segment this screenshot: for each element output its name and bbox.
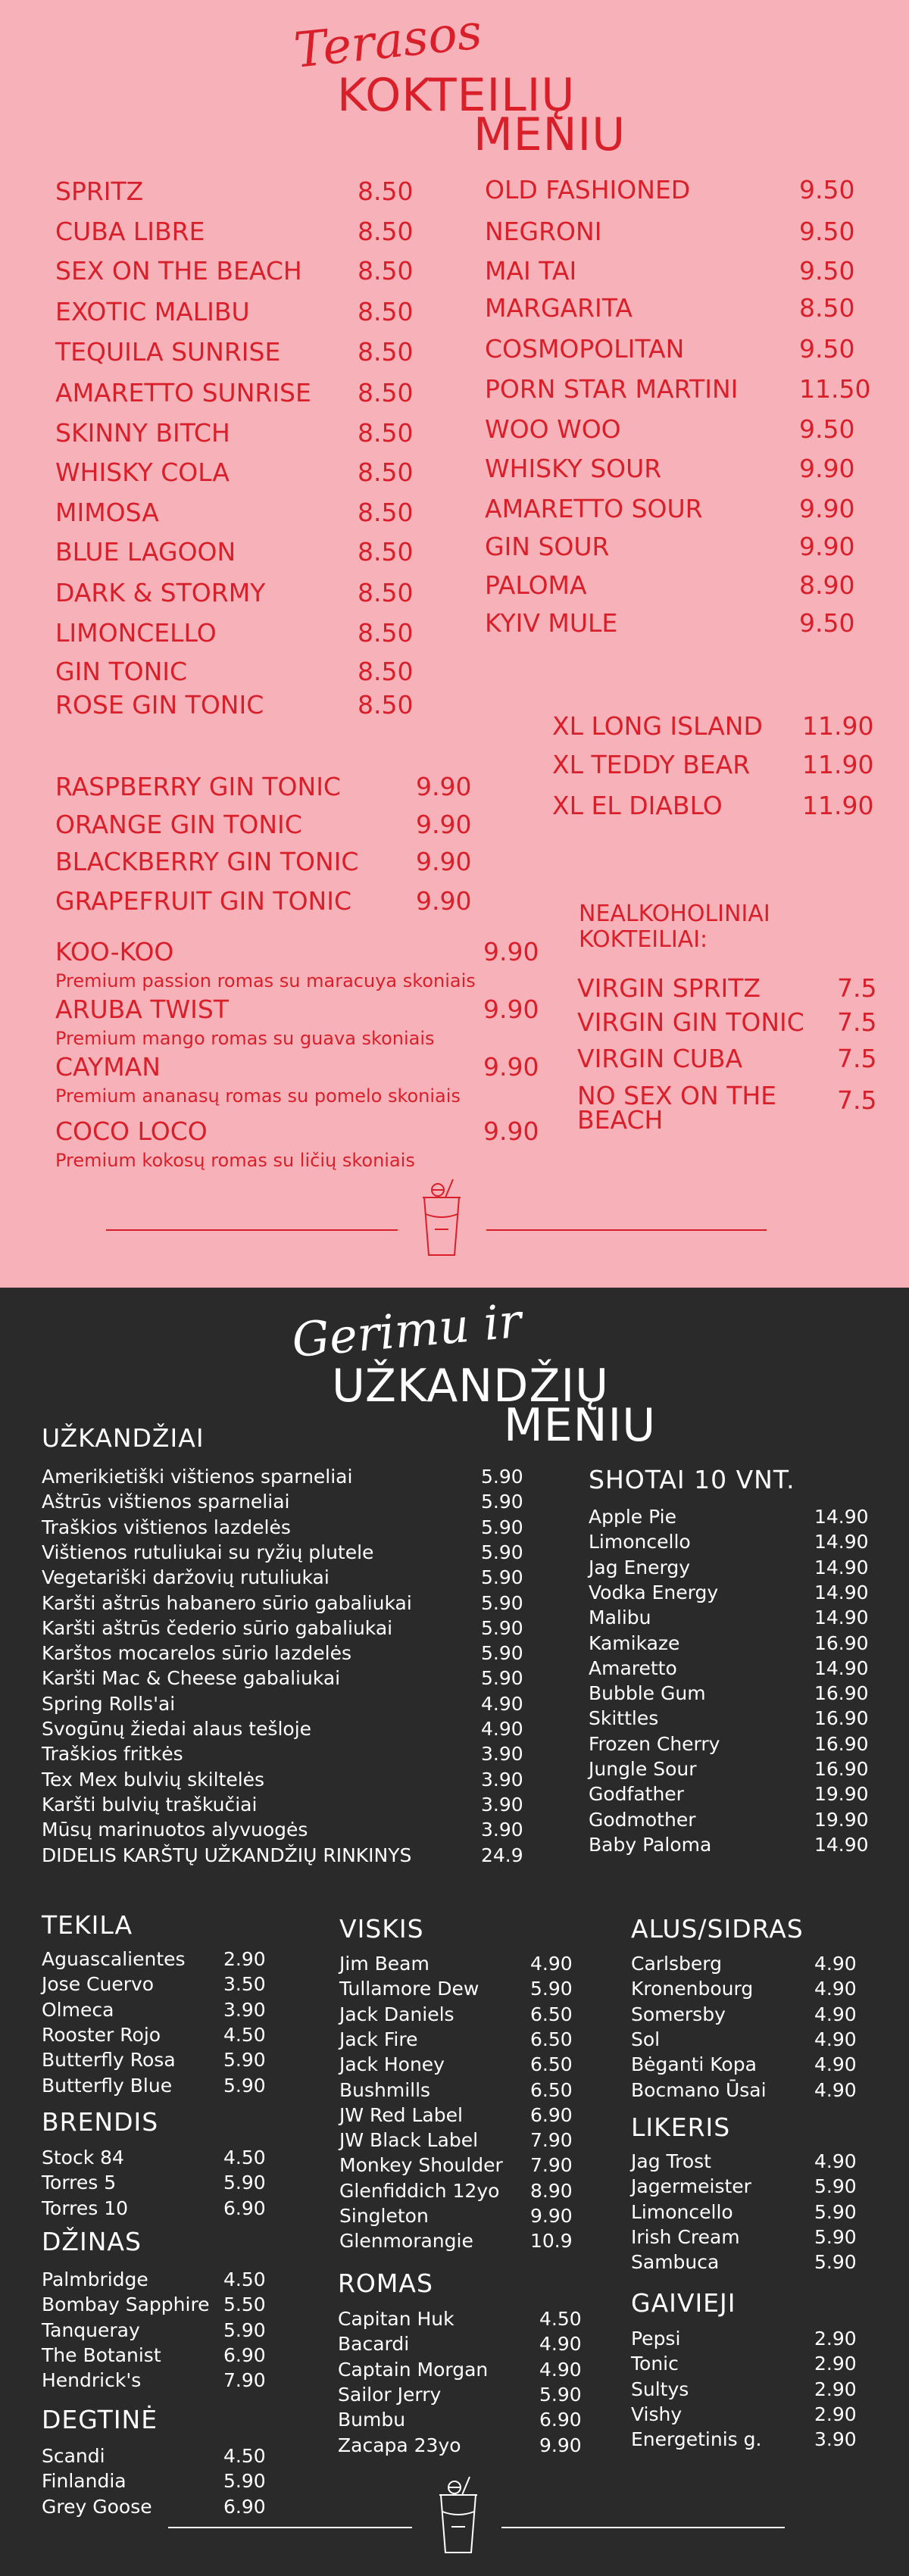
cocktail-item-price: 8.50 <box>799 293 855 323</box>
viskis-item-price: 5.90 <box>530 1978 573 2000</box>
gin-item-name: ORANGE GIN TONIC <box>55 810 302 839</box>
shot-item-name: Kamikaze <box>589 1632 680 1654</box>
shot-item-name: Malibu <box>589 1606 651 1628</box>
cocktail-title-line1: KOKTEILIŲ <box>337 69 576 122</box>
shot-item-price: 16.90 <box>814 1632 869 1654</box>
snack-item-price: 3.90 <box>481 1794 523 1816</box>
cocktail-item-price: 8.50 <box>358 337 414 367</box>
snack-item-name: Karšti bulvių traškučiai <box>42 1794 258 1816</box>
snack-item-name: Mūsų marinuotos alyvuogės <box>42 1819 308 1841</box>
romas-item-price: 4.90 <box>539 2359 582 2381</box>
tekila-item-price: 3.90 <box>223 1999 266 2021</box>
viskis-item-price: 6.50 <box>530 2053 573 2075</box>
brendis-item-price: 6.90 <box>223 2197 266 2219</box>
alus-item-price: 4.90 <box>814 2003 857 2025</box>
viskis-item-name: Glenfiddich 12yo <box>339 2180 500 2202</box>
tekila-item-name: Olmeca <box>42 1999 114 2021</box>
cocktail-item-name: AMARETTO SOUR <box>485 494 703 523</box>
premium-name: COCO LOCO <box>55 1116 208 1146</box>
gaivieji-item-price: 2.90 <box>814 2328 857 2350</box>
romas-item-name: Captain Morgan <box>338 2359 489 2381</box>
cocktail-item-name: GIN TONIC <box>55 657 188 686</box>
shot-item-name: Limoncello <box>589 1531 691 1553</box>
degtine-item-name: Finlandia <box>42 2470 127 2492</box>
xl-item-price: 11.90 <box>802 711 874 741</box>
food-script-title: Gerimu ir <box>289 1292 524 1369</box>
viskis-item-price: 6.50 <box>530 2079 573 2101</box>
viskis-item-price: 4.90 <box>530 1953 573 1975</box>
dzinas-item-name: Bombay Sapphire <box>42 2293 210 2315</box>
likeris-item-name: Jag Trost <box>631 2150 711 2172</box>
snack-item-name: Traškios fritkės <box>42 1743 183 1765</box>
cocktail-item-price: 9.50 <box>799 414 855 444</box>
food-title-line1: UŽKANDŽIŲ <box>332 1360 610 1413</box>
likeris-heading: LIKERIS <box>631 2112 731 2142</box>
nonalc-item-name: VIRGIN CUBA <box>577 1044 743 1073</box>
cocktail-item-price: 8.50 <box>358 457 414 487</box>
viskis-item-price: 6.50 <box>530 2003 573 2025</box>
shot-item-price: 14.90 <box>814 1834 869 1856</box>
viskis-item-price: 7.90 <box>530 2154 573 2176</box>
shot-item-price: 19.90 <box>814 1783 869 1805</box>
brendis-item-name: Stock 84 <box>42 2147 124 2169</box>
cocktail-item-name: COSMOPOLITAN <box>485 334 685 364</box>
snack-item-price: 5.90 <box>481 1491 523 1513</box>
snack-item-name: Karštos mocarelos sūrio lazdelės <box>42 1642 352 1664</box>
romas-item-name: Zacapa 23yo <box>338 2434 461 2456</box>
alus-item-price: 4.90 <box>814 1953 857 1975</box>
romas-item-name: Bumbu <box>338 2409 406 2431</box>
nonalc-last-name-2: BEACH <box>577 1105 664 1135</box>
premium-price: 9.90 <box>483 937 539 966</box>
likeris-item-name: Jagermeister <box>631 2175 751 2197</box>
cocktail-item-price: 8.50 <box>358 418 414 448</box>
degtine-item-price: 4.50 <box>223 2445 266 2467</box>
gaivieji-item-price: 2.90 <box>814 2353 857 2375</box>
snack-item-name: Amerikietiški vištienos sparneliai <box>42 1466 353 1488</box>
cocktail-item-name: PALOMA <box>485 570 587 600</box>
alus-item-price: 4.90 <box>814 1978 857 2000</box>
tekila-item-name: Rooster Rojo <box>42 2024 161 2046</box>
snack-item-price: 5.90 <box>481 1516 523 1538</box>
cocktail-item-price: 9.50 <box>799 175 855 205</box>
alus-heading: ALUS/SIDRAS <box>631 1914 804 1944</box>
tekila-item-price: 5.90 <box>223 2049 266 2071</box>
degtine-item-name: Scandi <box>42 2445 105 2467</box>
alus-item-price: 4.90 <box>814 2053 857 2075</box>
snack-item-name: Karšti Mac & Cheese gabaliukai <box>42 1667 341 1689</box>
snack-item-name: Spring Rolls'ai <box>42 1693 176 1715</box>
snack-item-name: Vegetariški daržovių rutuliukai <box>42 1566 330 1588</box>
cocktail-item-name: CUBA LIBRE <box>55 217 205 246</box>
snack-item-price: 3.90 <box>481 1743 523 1765</box>
alus-item-price: 4.90 <box>814 2079 857 2101</box>
alus-item-name: Somersby <box>631 2003 726 2025</box>
romas-item-price: 4.90 <box>539 2333 582 2355</box>
gaivieji-item-name: Vishy <box>631 2403 683 2425</box>
cocktail-item-price: 8.50 <box>358 657 414 686</box>
tekila-heading: TEKILA <box>42 1910 133 1940</box>
degtine-item-price: 5.90 <box>223 2470 266 2492</box>
cocktail-script-title: Terasos <box>291 4 485 80</box>
dzinas-item-price: 5.90 <box>223 2319 266 2341</box>
cocktail-item-price: 9.90 <box>799 494 855 523</box>
xl-item-name: XL EL DIABLO <box>552 791 723 820</box>
brendis-heading: BRENDIS <box>42 2107 159 2137</box>
shot-item-name: Amaretto <box>589 1657 677 1679</box>
nonalc-last-price: 7.5 <box>837 1085 877 1115</box>
cocktail-item-name: DARK & STORMY <box>55 578 266 607</box>
shots-heading: SHOTAI 10 VNT. <box>589 1465 795 1494</box>
romas-item-price: 5.90 <box>539 2384 582 2406</box>
cocktail-item-name: BLUE LAGOON <box>55 537 236 567</box>
cocktail-item-name: OLD FASHIONED <box>485 175 691 205</box>
degtine-item-price: 6.90 <box>223 2496 266 2518</box>
likeris-item-price: 5.90 <box>814 2201 857 2223</box>
cocktail-item-name: MARGARITA <box>485 293 633 323</box>
premium-price: 9.90 <box>483 1116 539 1146</box>
divider-right <box>486 1229 767 1231</box>
shot-item-name: Baby Paloma <box>589 1834 712 1856</box>
brendis-item-price: 4.50 <box>223 2147 266 2169</box>
cocktail-glass-icon-bottom <box>432 2474 485 2557</box>
xl-item-name: XL TEDDY BEAR <box>552 750 751 779</box>
gin-item-name: GRAPEFRUIT GIN TONIC <box>55 886 352 916</box>
dzinas-heading: DŽINAS <box>42 2227 142 2256</box>
cocktail-item-name: TEQUILA SUNRISE <box>55 337 281 367</box>
snack-item-name: Aštrūs vištienos sparneliai <box>42 1491 290 1513</box>
snack-item-name: Vištienos rutuliukai su ryžių plutele <box>42 1541 374 1563</box>
viskis-item-price: 6.90 <box>530 2104 573 2126</box>
shot-item-name: Apple Pie <box>589 1506 676 1528</box>
cocktail-item-name: GIN SOUR <box>485 532 610 561</box>
alus-item-name: Carlsberg <box>631 1953 722 1975</box>
brendis-item-name: Torres 5 <box>42 2172 117 2194</box>
dzinas-item-name: The Botanist <box>42 2344 161 2366</box>
cocktail-item-name: AMARETTO SUNRISE <box>55 378 311 407</box>
romas-item-price: 9.90 <box>539 2434 582 2456</box>
snack-item-price: 3.90 <box>481 1819 523 1841</box>
premium-desc: Premium ananasų romas su pomelo skoniais <box>55 1085 461 1107</box>
cocktail-item-name: LIMONCELLO <box>55 618 217 648</box>
viskis-item-name: Jim Beam <box>339 1953 430 1975</box>
shot-item-price: 14.90 <box>814 1531 869 1553</box>
snack-item-name: DIDELIS KARŠTŲ UŽKANDŽIŲ RINKINYS <box>42 1844 412 1866</box>
cocktail-item-price: 8.50 <box>358 176 414 206</box>
brendis-item-price: 5.90 <box>223 2172 266 2194</box>
likeris-item-price: 5.90 <box>814 2251 857 2273</box>
viskis-item-price: 10.9 <box>530 2230 573 2252</box>
shot-item-name: Vodka Energy <box>589 1582 719 1603</box>
romas-item-name: Sailor Jerry <box>338 2384 442 2406</box>
gaivieji-item-name: Energetinis g. <box>631 2428 762 2450</box>
cocktail-item-name: ROSE GIN TONIC <box>55 690 264 720</box>
romas-item-name: Bacardi <box>338 2333 410 2355</box>
cocktail-item-name: EXOTIC MALIBU <box>55 297 250 326</box>
alus-item-name: Bocmano Ūsai <box>631 2079 767 2101</box>
nonalc-item-name: VIRGIN SPRITZ <box>577 973 761 1003</box>
divider-right-bottom <box>501 2527 785 2528</box>
alus-item-name: Bėganti Kopa <box>631 2053 757 2075</box>
nonalc-item-name: VIRGIN GIN TONIC <box>577 1007 804 1037</box>
cocktail-item-name: MIMOSA <box>55 498 159 527</box>
cocktail-item-name: SPRITZ <box>55 176 144 206</box>
tekila-item-name: Jose Cuervo <box>42 1973 155 1995</box>
premium-price: 9.90 <box>483 994 539 1024</box>
likeris-item-name: Limoncello <box>631 2201 733 2223</box>
viskis-item-price: 8.90 <box>530 2180 573 2202</box>
gin-item-price: 9.90 <box>416 886 472 916</box>
cocktail-item-price: 8.50 <box>358 498 414 527</box>
snack-item-price: 3.90 <box>481 1769 523 1791</box>
shot-item-name: Jag Energy <box>589 1557 691 1578</box>
shot-item-price: 14.90 <box>814 1582 869 1603</box>
likeris-item-price: 5.90 <box>814 2175 857 2197</box>
cocktail-title-line2: MENIU <box>473 108 626 161</box>
alus-item-name: Sol <box>631 2028 661 2050</box>
cocktail-item-name: WOO WOO <box>485 414 621 444</box>
dzinas-item-name: Palmbridge <box>42 2268 148 2290</box>
cocktail-item-price: 9.90 <box>799 454 855 483</box>
cocktail-item-price: 11.50 <box>799 374 871 404</box>
likeris-item-name: Sambuca <box>631 2251 720 2273</box>
snack-item-name: Karšti aštrūs habanero sūrio gabaliukai <box>42 1592 412 1614</box>
xl-item-price: 11.90 <box>802 791 874 820</box>
snack-item-price: 5.90 <box>481 1642 523 1664</box>
dzinas-item-price: 4.50 <box>223 2268 266 2290</box>
cocktail-item-price: 9.90 <box>799 532 855 561</box>
premium-price: 9.90 <box>483 1052 539 1082</box>
viskis-item-name: Jack Fire <box>339 2028 418 2050</box>
cocktail-item-name: WHISKY COLA <box>55 457 230 487</box>
shot-item-price: 14.90 <box>814 1657 869 1679</box>
snack-item-name: Traškios vištienos lazdelės <box>42 1516 291 1538</box>
nonalc-last-name-1: NO SEX ON THE <box>577 1081 777 1110</box>
cocktail-item-name: MAI TAI <box>485 256 577 286</box>
snack-item-name: Karšti aštrūs čederio sūrio gabaliukai <box>42 1617 393 1639</box>
cocktail-glass-icon <box>415 1176 468 1260</box>
tekila-item-price: 5.90 <box>223 2075 266 2097</box>
cocktail-item-name: KYIV MULE <box>485 608 618 638</box>
cocktail-item-price: 9.50 <box>799 256 855 286</box>
shot-item-price: 19.90 <box>814 1809 869 1831</box>
dzinas-item-price: 5.50 <box>223 2293 266 2315</box>
snack-item-price: 5.90 <box>481 1566 523 1588</box>
snack-item-price: 5.90 <box>481 1592 523 1614</box>
cocktail-item-price: 9.50 <box>799 217 855 246</box>
gaivieji-item-name: Pepsi <box>631 2328 681 2350</box>
gin-item-price: 9.90 <box>416 810 472 839</box>
viskis-item-name: Monkey Shoulder <box>339 2154 503 2176</box>
cocktail-item-price: 8.50 <box>358 690 414 720</box>
viskis-item-name: Bushmills <box>339 2079 431 2101</box>
snacks-heading: UŽKANDŽIAI <box>42 1423 205 1453</box>
tekila-item-name: Butterfly Rosa <box>42 2049 176 2071</box>
gin-item-price: 9.90 <box>416 847 472 876</box>
cocktail-item-price: 8.50 <box>358 297 414 326</box>
xl-item-price: 11.90 <box>802 750 874 779</box>
tekila-item-price: 4.50 <box>223 2024 266 2046</box>
romas-heading: ROMAS <box>338 2268 433 2298</box>
alus-item-name: Kronenbourg <box>631 1978 754 2000</box>
shot-item-price: 14.90 <box>814 1557 869 1578</box>
likeris-item-price: 4.90 <box>814 2150 857 2172</box>
viskis-item-name: Jack Daniels <box>339 2003 454 2025</box>
viskis-item-name: Glenmorangie <box>339 2230 473 2252</box>
snack-item-name: Svogūnų žiedai alaus tešloje <box>42 1718 312 1740</box>
gin-item-price: 9.90 <box>416 772 472 801</box>
cocktail-item-price: 8.50 <box>358 378 414 407</box>
cocktail-item-name: SKINNY BITCH <box>55 418 230 448</box>
shot-item-name: Skittles <box>589 1707 659 1729</box>
brendis-item-name: Torres 10 <box>42 2197 129 2219</box>
cocktail-item-price: 8.50 <box>358 537 414 567</box>
cocktail-item-price: 8.50 <box>358 217 414 246</box>
viskis-item-price: 7.90 <box>530 2129 573 2151</box>
snack-item-price: 5.90 <box>481 1617 523 1639</box>
gaivieji-item-name: Sultys <box>631 2378 689 2400</box>
snack-item-price: 24.9 <box>481 1844 523 1866</box>
cocktail-item-price: 8.50 <box>358 256 414 286</box>
cocktail-item-price: 9.50 <box>799 608 855 638</box>
viskis-item-name: JW Black Label <box>339 2129 479 2151</box>
shot-item-price: 16.90 <box>814 1733 869 1755</box>
snack-item-price: 5.90 <box>481 1541 523 1563</box>
dzinas-item-price: 6.90 <box>223 2344 266 2366</box>
likeris-item-price: 5.90 <box>814 2226 857 2248</box>
premium-desc: Premium passion romas su maracuya skoniais <box>55 970 476 991</box>
cocktail-item-name: PORN STAR MARTINI <box>485 374 739 404</box>
shot-item-price: 16.90 <box>814 1758 869 1780</box>
premium-name: KOO-KOO <box>55 937 174 966</box>
cocktail-item-price: 8.90 <box>799 570 855 600</box>
viskis-item-price: 9.90 <box>530 2205 573 2227</box>
nonalc-item-price: 7.5 <box>837 973 877 1003</box>
xl-item-name: XL LONG ISLAND <box>552 711 763 741</box>
dzinas-item-price: 7.90 <box>223 2369 266 2391</box>
romas-item-name: Capitan Huk <box>338 2308 454 2330</box>
nonalc-title-1: NEALKOHOLINIAI <box>579 901 770 927</box>
viskis-item-name: Singleton <box>339 2205 429 2227</box>
shot-item-price: 16.90 <box>814 1682 869 1704</box>
viskis-item-name: Tullamore Dew <box>339 1978 479 2000</box>
nonalc-item-price: 7.5 <box>837 1007 877 1037</box>
food-drinks-menu-section <box>0 1288 909 2576</box>
romas-item-price: 6.90 <box>539 2409 582 2431</box>
cocktail-item-name: SEX ON THE BEACH <box>55 256 302 286</box>
shot-item-name: Godmother <box>589 1809 696 1831</box>
tekila-item-name: Butterfly Blue <box>42 2075 173 2097</box>
shot-item-price: 16.90 <box>814 1707 869 1729</box>
gaivieji-item-price: 2.90 <box>814 2403 857 2425</box>
snack-item-price: 4.90 <box>481 1718 523 1740</box>
tekila-item-price: 2.90 <box>223 1948 266 1970</box>
degtine-item-name: Grey Goose <box>42 2496 152 2518</box>
premium-name: ARUBA TWIST <box>55 994 229 1024</box>
gaivieji-heading: GAIVIEJI <box>631 2288 736 2318</box>
cocktail-item-price: 8.50 <box>358 578 414 607</box>
cocktail-item-name: WHISKY SOUR <box>485 454 662 483</box>
divider-left <box>106 1229 398 1231</box>
viskis-item-name: JW Red Label <box>339 2104 463 2126</box>
gin-item-name: RASPBERRY GIN TONIC <box>55 772 341 801</box>
shot-item-name: Frozen Cherry <box>589 1733 720 1755</box>
shot-item-price: 14.90 <box>814 1606 869 1628</box>
shot-item-name: Bubble Gum <box>589 1682 706 1704</box>
alus-item-price: 4.90 <box>814 2028 857 2050</box>
dzinas-item-name: Hendrick's <box>42 2369 142 2391</box>
snack-item-price: 5.90 <box>481 1466 523 1488</box>
premium-desc: Premium mango romas su guava skoniais <box>55 1028 435 1049</box>
romas-item-price: 4.50 <box>539 2308 582 2330</box>
divider-left-bottom <box>168 2527 412 2528</box>
premium-name: CAYMAN <box>55 1052 161 1082</box>
cocktail-item-price: 8.50 <box>358 618 414 648</box>
nonalc-title-2: KOKTEILIAI: <box>579 926 708 953</box>
degtine-heading: DEGTINĖ <box>42 2405 158 2434</box>
food-title-line2: MENIU <box>504 1399 657 1452</box>
nonalc-item-price: 7.5 <box>837 1044 877 1073</box>
cocktail-item-name: NEGRONI <box>485 217 602 246</box>
tekila-item-price: 3.50 <box>223 1973 266 1995</box>
viskis-item-name: Jack Honey <box>339 2053 445 2075</box>
shot-item-name: Jungle Sour <box>589 1758 697 1780</box>
dzinas-item-name: Tanqueray <box>42 2319 140 2341</box>
snack-item-price: 4.90 <box>481 1693 523 1715</box>
viskis-heading: VISKIS <box>339 1914 424 1944</box>
shot-item-name: Godfather <box>589 1783 684 1805</box>
viskis-item-price: 6.50 <box>530 2028 573 2050</box>
tekila-item-name: Aguascalientes <box>42 1948 186 1970</box>
likeris-item-name: Irish Cream <box>631 2226 740 2248</box>
cocktail-item-price: 9.50 <box>799 334 855 364</box>
gaivieji-item-name: Tonic <box>631 2353 679 2375</box>
gaivieji-item-price: 3.90 <box>814 2428 857 2450</box>
gin-item-name: BLACKBERRY GIN TONIC <box>55 847 359 876</box>
shot-item-price: 14.90 <box>814 1506 869 1528</box>
snack-item-price: 5.90 <box>481 1667 523 1689</box>
premium-desc: Premium kokosų romas su ličių skoniais <box>55 1150 415 1171</box>
snack-item-name: Tex Mex bulvių skiltelės <box>42 1769 265 1791</box>
gaivieji-item-price: 2.90 <box>814 2378 857 2400</box>
